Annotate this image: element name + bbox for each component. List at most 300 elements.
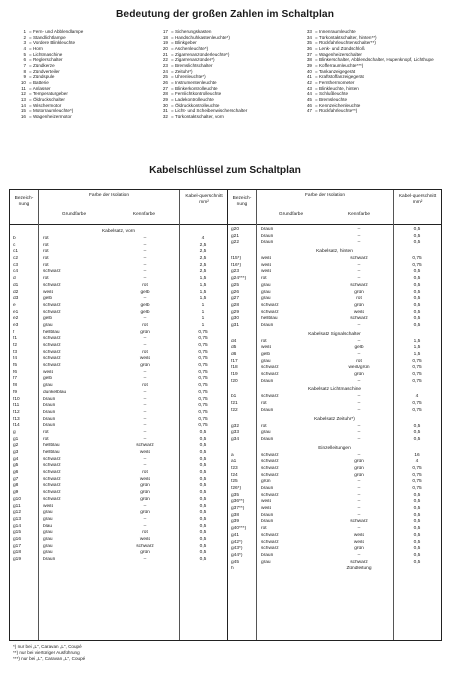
cross-section: 0,5 — [199, 450, 207, 455]
cross-section: 1 — [201, 322, 205, 328]
marker-color: – — [357, 492, 361, 498]
table-row — [228, 303, 441, 310]
base-color: schwarz — [261, 472, 279, 478]
table-row — [10, 370, 227, 377]
legend-number: 42 — [306, 79, 312, 85]
legend-label: = Motorraumleuchte*) — [29, 108, 74, 114]
base-color: schwarz — [43, 363, 61, 369]
table-row — [10, 530, 227, 537]
cable-designation: f — [13, 329, 15, 335]
table-row — [10, 356, 227, 363]
cable-designation: b — [13, 236, 16, 241]
table-header — [228, 190, 441, 225]
table-row — [10, 303, 227, 310]
marker-color: Zündleitung — [346, 566, 372, 572]
marker-color: grün — [354, 459, 364, 465]
marker-color: – — [357, 486, 361, 491]
legend-number: 13 — [20, 96, 26, 102]
legend-number: 12 — [20, 91, 26, 97]
base-color: grau — [261, 282, 271, 288]
legend-item — [158, 114, 298, 120]
cross-section: 0,75 — [198, 389, 208, 395]
legend-label: = Handschuhkastenleuchte*) — [171, 34, 230, 40]
base-color: rot — [43, 276, 49, 282]
table-row — [10, 236, 227, 243]
legend-number: 45 — [306, 96, 312, 102]
cross-section: 0,75 — [198, 423, 208, 429]
legend-label: = Sicherungskasten — [171, 29, 212, 34]
cable-designation: f8 — [13, 383, 18, 389]
marker-color: – — [143, 256, 147, 262]
legend-list — [16, 29, 441, 159]
legend-number: 1 — [23, 29, 26, 34]
legend-number: 23 — [162, 62, 168, 68]
base-color: weiß — [261, 269, 272, 275]
cross-section: 0,75 — [198, 396, 208, 402]
section-heading — [228, 330, 441, 339]
cross-section: 0,5 — [413, 322, 421, 328]
cross-section: 0,5 — [413, 227, 421, 232]
footnote: ***) nur bei „L", Caravan „L", Coupé — [13, 656, 86, 662]
legend-number: 10 — [20, 79, 26, 85]
base-color: braun — [261, 512, 274, 518]
legend-label: = Türkontaktschalter, hinten**) — [315, 34, 377, 40]
base-color: schwarz — [261, 372, 279, 378]
cross-section: 1 — [201, 302, 205, 308]
cable-designation: g43*) — [231, 546, 243, 552]
cross-section: 0,5 — [413, 240, 421, 246]
marker-color: – — [357, 401, 361, 407]
base-color: rot — [43, 436, 49, 442]
legend-item — [16, 114, 154, 120]
table-row — [228, 310, 441, 317]
marker-color: – — [357, 506, 361, 512]
table-row — [10, 256, 227, 263]
cross-section: 0,5 — [413, 539, 421, 545]
table-row — [228, 401, 441, 408]
table-row — [10, 550, 227, 557]
table-row — [10, 463, 227, 470]
cable-designation: f17 — [231, 358, 238, 364]
table-row — [228, 408, 441, 415]
legend-label: = Öldruckschalter — [29, 96, 65, 102]
base-color: grau — [43, 550, 53, 556]
legend-number: 33 — [306, 29, 312, 34]
table-row — [10, 296, 227, 303]
cross-section: 2,5 — [199, 242, 207, 248]
base-color: gelb — [43, 296, 53, 302]
legend-label: = Zündspule — [29, 74, 55, 80]
cross-section: 0,5 — [199, 543, 207, 549]
marker-color: grün — [354, 302, 364, 308]
cable-designation: g14 — [13, 523, 22, 529]
legend-number: 4 — [23, 45, 26, 51]
legend-number: 14 — [20, 102, 26, 108]
legend-title: Bedeutung der großen Zahlen im Schaltplan — [115, 9, 335, 20]
cross-section: 0,5 — [413, 519, 421, 525]
base-color: rot — [261, 526, 267, 532]
marker-color: – — [357, 436, 361, 442]
header-designation: Bezeich-nung — [232, 196, 252, 207]
cable-designation: c4 — [13, 269, 19, 275]
marker-color: rot — [356, 358, 362, 364]
marker-color: – — [357, 262, 361, 268]
table-row — [228, 269, 441, 276]
cable-designation: g28 — [231, 302, 240, 308]
marker-color: gelb — [140, 302, 150, 308]
base-color: weiß — [43, 503, 54, 509]
base-color: schwarz — [43, 476, 61, 482]
cable-designation: g37**) — [231, 506, 245, 512]
marker-color: – — [357, 233, 361, 239]
table-row — [10, 397, 227, 404]
cable-designation: g17 — [13, 543, 22, 549]
footnote: **) nur bei viertüriger Ausführung — [13, 650, 80, 656]
cable-designation: c2 — [13, 256, 19, 262]
marker-color: rot — [142, 383, 148, 389]
section-heading — [228, 415, 441, 424]
base-color: weiß — [261, 262, 272, 268]
cross-section: 0,5 — [199, 476, 207, 482]
cross-section: 0,5 — [413, 506, 421, 512]
table-row — [10, 490, 227, 497]
legend-number: 11 — [21, 85, 26, 91]
base-color: braun — [261, 322, 274, 328]
marker-color: weiß — [139, 450, 151, 455]
table-row — [10, 390, 227, 397]
cable-designation: f26*) — [231, 486, 242, 491]
marker-color: – — [143, 416, 147, 422]
marker-color: grün — [354, 289, 364, 295]
base-color: gelb — [43, 316, 53, 322]
marker-color: – — [357, 322, 361, 328]
legend-item — [302, 108, 442, 114]
cable-designation: g44*) — [231, 552, 243, 558]
cross-section: 4 — [201, 236, 205, 241]
legend-number: 9 — [23, 74, 26, 80]
section-title: Einzelleitungen — [318, 445, 351, 451]
base-color: schwarz — [261, 546, 279, 552]
cross-section: 0,75 — [412, 407, 422, 413]
marker-color: – — [143, 276, 147, 282]
base-color: hellblau — [43, 443, 60, 449]
cable-designation: f23 — [231, 465, 238, 471]
cross-section: 1,5 — [199, 296, 207, 302]
table-row — [10, 504, 227, 511]
base-color: schwarz — [261, 532, 279, 538]
table-row — [228, 263, 441, 270]
base-color: gelb — [43, 376, 53, 382]
legend-label: = Innenraumleuchte — [315, 29, 356, 34]
cross-section: 0,5 — [199, 516, 207, 522]
table-row — [228, 323, 441, 330]
legend-label: = Ladekontrolleuchte — [171, 96, 214, 102]
legend-label: = Tankanzeigegerät — [315, 68, 356, 74]
table-row — [228, 290, 441, 297]
legend-label: = Kraftstoffanzeigegerät — [315, 74, 364, 80]
cable-designation: g45 — [231, 559, 240, 565]
base-color: grau — [43, 543, 53, 549]
marker-color: – — [143, 423, 147, 429]
cable-designation: g4 — [13, 456, 19, 462]
table-row — [10, 283, 227, 290]
marker-color: gelb — [354, 345, 364, 351]
legend-number: 27 — [162, 85, 168, 91]
table-body — [10, 227, 227, 564]
table-row — [10, 517, 227, 524]
legend-number: 16 — [20, 113, 26, 119]
legend-number: 37 — [306, 51, 312, 57]
base-color: schwarz — [43, 470, 61, 476]
marker-color: – — [143, 503, 147, 509]
cable-designation: c3 — [13, 262, 19, 268]
marker-color: grün — [354, 465, 364, 471]
cross-section: 0,5 — [199, 503, 207, 509]
table-row — [228, 430, 441, 437]
table-row — [228, 437, 441, 444]
base-color: rot — [261, 423, 267, 429]
marker-color: – — [143, 389, 147, 395]
table-body — [228, 227, 441, 573]
table-row — [228, 234, 441, 241]
base-color: braun — [261, 486, 274, 491]
legend-label: = Zeituhr*) — [171, 68, 193, 74]
legend-label: = Wagenheizerschalter — [315, 51, 362, 57]
footnote: *) nur bei „L", Caravan „L", Coupé — [13, 644, 82, 649]
legend-label: = Fernthermometer — [315, 79, 355, 85]
legend-label: = Bremsleuchte — [315, 96, 348, 102]
cross-section: 1,5 — [199, 282, 207, 288]
marker-color: – — [357, 452, 361, 458]
base-color: braun — [261, 240, 274, 246]
marker-color: – — [143, 403, 147, 409]
table-row — [228, 339, 441, 346]
cross-section: 0,5 — [413, 499, 421, 505]
cable-designation: f12 — [13, 409, 20, 415]
cross-section: 0,5 — [413, 316, 421, 322]
cross-section: 16 — [414, 452, 420, 458]
legend-label: = Wischermotor — [29, 102, 62, 108]
legend-number: 26 — [162, 79, 168, 85]
cable-designation: f22 — [231, 407, 238, 413]
legend-label: = Fern- und Abblendlampe — [29, 29, 84, 34]
cross-section: 1 — [201, 309, 205, 315]
table-row — [228, 345, 441, 352]
cable-designation: g34 — [231, 436, 240, 442]
header-insulation-color: Farbe der Isolation — [305, 193, 345, 198]
legend-label: = Fernlichtkontrolleuchte — [171, 91, 222, 97]
header-insulation-color: Farbe der Isolation — [89, 193, 129, 198]
cross-section: 0,5 — [199, 550, 207, 556]
marker-color: – — [357, 269, 361, 275]
cable-designation: d6 — [231, 352, 237, 357]
table-row — [228, 560, 441, 567]
marker-color: – — [143, 463, 147, 469]
cable-designation: g20 — [231, 227, 240, 232]
cable-designation: g22 — [231, 240, 240, 246]
cable-designation: g33 — [231, 430, 240, 436]
legend-number: 34 — [306, 34, 312, 40]
legend-label: = Blinkerkontrolleuchte — [171, 85, 218, 91]
cross-section: 0,75 — [412, 479, 422, 485]
cross-section: 0,5 — [199, 436, 207, 442]
table-row — [10, 497, 227, 504]
base-color: rot — [261, 276, 267, 282]
base-color: grau — [261, 559, 271, 565]
cross-section: 0,75 — [198, 369, 208, 375]
marker-color: grün — [140, 363, 150, 369]
cross-section: 0,75 — [198, 403, 208, 409]
marker-color: – — [357, 276, 361, 282]
marker-color: – — [143, 269, 147, 275]
table-row — [10, 276, 227, 283]
legend-label: = Blinkerschalter, Abblendschalter, Hupenknopf, Lichthupe — [315, 57, 434, 63]
legend-number: 38 — [306, 57, 312, 63]
marker-color: – — [357, 499, 361, 505]
legend-label: = Uhrenleuchte*) — [171, 74, 206, 80]
legend-label: = Zigarrenanzünder*) — [171, 57, 215, 63]
legend-number: 6 — [23, 57, 26, 63]
legend-label: = Licht- und Scheibenwischerschalter — [171, 108, 248, 114]
legend-label: = Standlichtlampe — [29, 34, 66, 40]
legend-number: 44 — [306, 91, 312, 97]
cross-section: 0,5 — [413, 282, 421, 288]
table-row — [10, 557, 227, 564]
base-color: braun — [261, 233, 274, 239]
cross-section: 1,5 — [413, 352, 421, 357]
cross-section: 0,5 — [413, 233, 421, 239]
cable-designation: f16*) — [231, 262, 242, 268]
cable-designation: d1 — [13, 282, 19, 288]
table-row — [10, 263, 227, 270]
cross-section: 0,5 — [413, 296, 421, 302]
table-row — [228, 394, 441, 401]
header-marker-color: Kennfarbe — [347, 212, 371, 217]
cable-designation: e3 — [13, 322, 19, 328]
cross-section: 2,5 — [199, 249, 207, 255]
cable-designation: f25 — [231, 479, 238, 485]
cross-section: 0,5 — [413, 546, 421, 552]
base-color: schwarz — [43, 456, 61, 462]
table-row — [10, 457, 227, 464]
table-row — [228, 499, 441, 506]
table-row — [228, 256, 441, 263]
cross-section: 0,75 — [412, 358, 422, 364]
marker-color: – — [143, 336, 147, 342]
marker-color: – — [143, 409, 147, 415]
cross-section: 0,5 — [199, 523, 207, 529]
cross-section: 2,5 — [199, 269, 207, 275]
marker-color: rot — [142, 282, 148, 288]
cross-section: 4 — [415, 394, 419, 400]
base-color: rot — [43, 256, 49, 262]
base-color: rot — [43, 242, 49, 248]
cross-section: 0,75 — [412, 486, 422, 491]
base-color: rot — [43, 249, 49, 255]
marker-color: – — [143, 249, 147, 255]
marker-color: grün — [140, 550, 150, 556]
table-row — [228, 493, 441, 500]
cable-designation: f10 — [13, 396, 20, 402]
cross-section: 0,75 — [198, 336, 208, 342]
cable-designation: f3 — [13, 349, 18, 355]
table-row — [10, 269, 227, 276]
base-color: schwarz — [43, 269, 61, 275]
table-row — [10, 430, 227, 437]
table-row — [228, 227, 441, 234]
cable-designation: f13 — [13, 416, 20, 422]
cable-designation: g38 — [231, 512, 240, 518]
table-row — [228, 283, 441, 290]
base-color: schwarz — [261, 309, 279, 315]
table-row — [10, 249, 227, 256]
marker-color: schwarz — [136, 443, 154, 449]
cable-designation: f9 — [13, 389, 18, 395]
table-row — [10, 544, 227, 551]
base-color: grau — [43, 510, 53, 516]
cross-section: 0,5 — [199, 557, 207, 562]
cable-designation: f18 — [231, 365, 238, 371]
legend-number: 40 — [306, 68, 312, 74]
cable-designation: f19 — [231, 372, 238, 378]
cable-designation: f4 — [13, 356, 18, 362]
legend-number: 17 — [162, 29, 168, 34]
cross-section: 1 — [201, 316, 205, 322]
legend-number: 31 — [162, 108, 168, 114]
table-row — [10, 537, 227, 544]
table-row — [10, 524, 227, 531]
marker-color: weiß — [139, 476, 151, 482]
cross-section: 0,5 — [199, 530, 207, 536]
table-row — [228, 519, 441, 526]
legend-label: = Horn — [29, 45, 43, 51]
cable-designation: g25 — [231, 282, 240, 288]
cable-designation: g12 — [13, 510, 22, 516]
cable-table-right — [228, 189, 442, 641]
table-row — [228, 359, 441, 366]
legend-label: = Kofferraumleuchte***) — [315, 62, 364, 68]
base-color: schwarz — [43, 309, 61, 315]
marker-color: grün — [140, 490, 150, 496]
cable-designation: g35 — [231, 492, 240, 498]
marker-color: – — [143, 296, 147, 302]
base-color: grau — [261, 358, 271, 364]
marker-color: grün — [140, 329, 150, 335]
table-row — [228, 546, 441, 553]
base-color: schwarz — [261, 492, 279, 498]
base-color: grau — [43, 322, 53, 328]
marker-color: schwarz — [136, 543, 154, 549]
cross-section: 0,75 — [198, 343, 208, 348]
legend-label: = Türkontaktschalter, vorn — [171, 113, 224, 119]
base-color: braun — [43, 416, 56, 422]
legend-number: 20 — [162, 45, 168, 51]
table-row — [228, 479, 441, 486]
cable-designation: f15*) — [231, 256, 242, 262]
legend-number: 5 — [23, 51, 26, 57]
marker-color: rot — [356, 296, 362, 302]
cable-designation: d — [13, 276, 16, 282]
table-row — [228, 486, 441, 493]
cross-section: 0,5 — [413, 532, 421, 538]
base-color: schwarz — [43, 343, 61, 348]
section-title: Kabelsatz, hinten — [316, 249, 353, 255]
cross-section: 0,5 — [413, 423, 421, 429]
base-color: weiß — [43, 369, 54, 375]
table-row — [10, 477, 227, 484]
base-color: grau — [43, 383, 53, 389]
cable-designation: f21 — [231, 401, 238, 407]
